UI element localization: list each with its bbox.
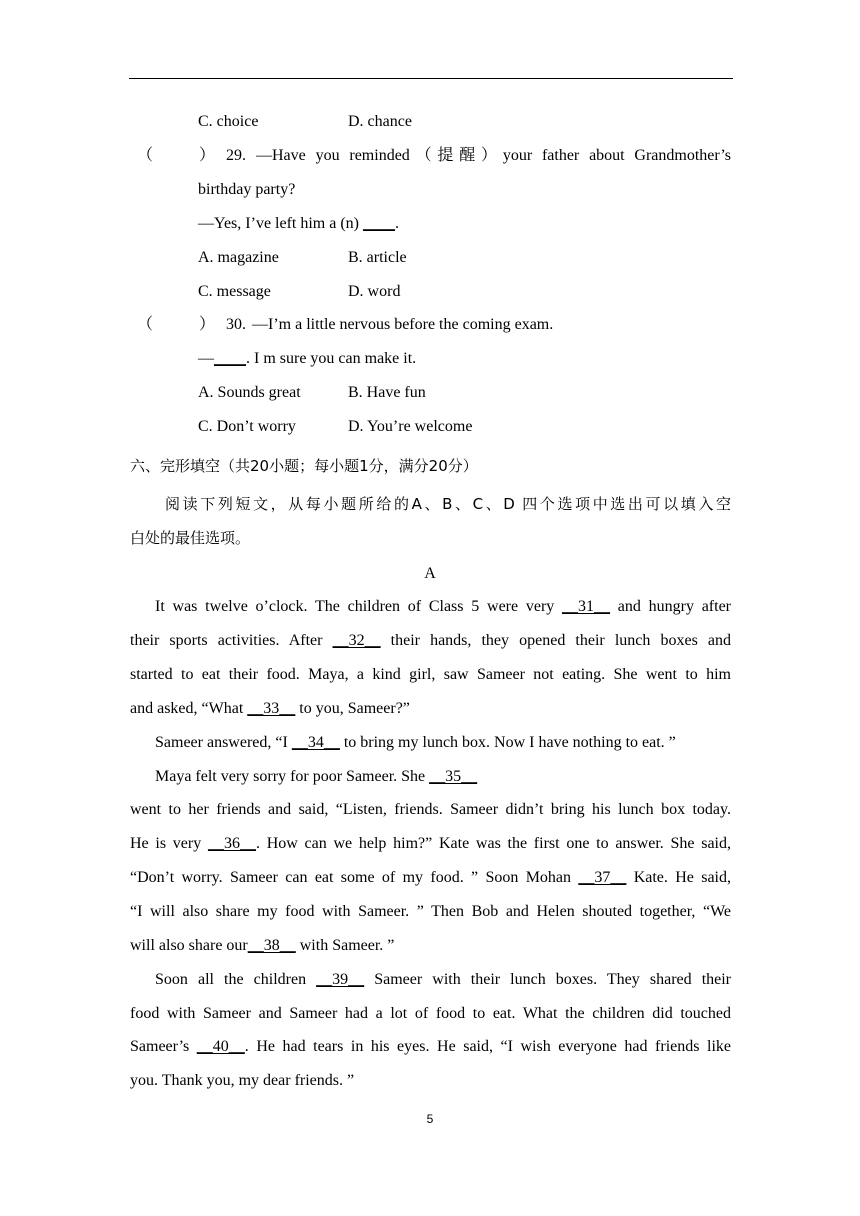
q29-answer-paren-open: （ xyxy=(137,147,154,164)
passage-text: to bring my lunch box. Now I have nothing to eat. ” xyxy=(339,734,676,751)
passage-text: and asked, “What xyxy=(130,700,248,717)
passage-text: Sameer’s xyxy=(130,1038,197,1055)
q30-answer-pre: — xyxy=(198,350,214,367)
q30-answer-paren-close: ） xyxy=(199,316,216,333)
q29-option-a: A. magazine xyxy=(198,249,279,266)
blank-38: __38__ xyxy=(247,937,296,954)
passage-line-12 xyxy=(155,970,731,990)
passage-line-7: went to her friends and said, “Listen, friends. Sameer didn’t bring his lunch box today. xyxy=(130,801,731,818)
section-title: 六、完形填空 xyxy=(130,457,221,475)
passage-text: Soon all the children xyxy=(155,971,317,988)
q29-answer-paren-close: ） xyxy=(199,147,216,164)
header-rule xyxy=(129,78,733,79)
passage-line-2 xyxy=(130,631,731,651)
q30-option-c: C. Don’t worry xyxy=(198,418,296,435)
q29-answer-post: . xyxy=(395,215,400,232)
section-heading xyxy=(130,456,478,476)
passage-line-11 xyxy=(130,936,394,956)
blank-35: __35__ xyxy=(429,768,478,785)
q30-option-a: A. Sounds great xyxy=(198,384,301,401)
section-instruction-line2: 白处的最佳选项。 xyxy=(130,529,251,547)
q29-option-b: B. article xyxy=(348,249,407,266)
passage-text: Maya felt very sorry for poor Sameer. She xyxy=(155,768,430,785)
q28-option-c: C. choice xyxy=(198,113,259,130)
q30-number: 30. xyxy=(226,316,246,333)
passage-text: their hands, they opened their lunch boxes and xyxy=(380,632,731,649)
q30-answer-post: . I m sure you can make it. xyxy=(246,350,417,367)
q30-answer-line xyxy=(198,349,416,369)
q30-stem: —I’m a little nervous before the coming exam. xyxy=(252,316,554,333)
passage-text: . He had tears in his eyes. He said, “I wish everyone had friends like xyxy=(244,1038,731,1055)
passage-line-13: food with Sameer and Sameer had a lot of food to eat. What the children did touched xyxy=(130,1005,731,1022)
section-instruction-line1: 阅读下列短文，从每小题所给的A、B、C、D 四个选项中选出可以填入空 xyxy=(165,495,731,513)
passage-text: Sameer answered, “I xyxy=(155,734,292,751)
passage-line-14 xyxy=(130,1037,731,1057)
section-score-note: （共20小题；每小题1分，满分20分） xyxy=(220,457,478,475)
q29-answer-line xyxy=(198,214,399,234)
blank-39: __39__ xyxy=(316,971,365,988)
page-number: 5 xyxy=(426,1112,434,1126)
passage-text: to you, Sameer?” xyxy=(295,700,410,717)
passage-text: Kate. He said, xyxy=(626,869,731,886)
passage-line-15: you. Thank you, my dear friends. ” xyxy=(130,1072,355,1089)
q28-option-d: D. chance xyxy=(348,113,412,130)
q29-stem-line2: birthday party? xyxy=(198,181,296,198)
passage-label: A xyxy=(424,565,436,582)
blank-40: __40__ xyxy=(196,1038,245,1055)
blank-32: __32__ xyxy=(332,632,381,649)
q29-option-d: D. word xyxy=(348,283,401,300)
q30-blank: ____ xyxy=(214,350,246,367)
passage-text: with Sameer. ” xyxy=(295,937,395,954)
passage-text: “Don’t worry. Sameer can eat some of my food. ” Soon Mohan xyxy=(130,869,579,886)
passage-text: . How can we help him?” Kate was the first one to answer. She said, xyxy=(255,835,731,852)
passage-line-10: “I will also share my food with Sameer. ” Then Bob and Helen shouted together, “We xyxy=(130,903,731,920)
q30-option-b: B. Have fun xyxy=(348,384,426,401)
passage-line-8 xyxy=(130,834,731,854)
blank-33: __33__ xyxy=(247,700,296,717)
passage-text: and hungry after xyxy=(610,598,731,615)
passage-line-6 xyxy=(155,767,477,787)
q29-blank: ____ xyxy=(363,215,396,232)
blank-34: __34__ xyxy=(291,734,340,751)
blank-37: __37__ xyxy=(578,869,627,886)
passage-line-1 xyxy=(155,597,731,617)
passage-text: will also share our xyxy=(130,937,248,954)
passage-line-9 xyxy=(130,868,731,888)
q29-stem-line1: —Have you reminded（提醒）your father about Grandmother’s xyxy=(256,147,731,164)
passage-line-3: started to eat their food. Maya, a kind girl, saw Sameer not eating. She went to him xyxy=(130,666,731,683)
q29-answer-pre: —Yes, I’ve left him a (n) xyxy=(198,215,364,232)
q30-answer-paren-open: （ xyxy=(137,316,154,333)
q29-option-c: C. message xyxy=(198,283,271,300)
blank-31: __31__ xyxy=(562,598,611,615)
blank-36: __36__ xyxy=(207,835,256,852)
passage-text: their sports activities. After xyxy=(130,632,333,649)
passage-line-5 xyxy=(155,733,676,753)
passage-text: Sameer with their lunch boxes. They shared their xyxy=(364,971,731,988)
q29-number: 29. xyxy=(226,147,246,164)
passage-line-4 xyxy=(130,699,410,719)
q30-option-d: D. You’re welcome xyxy=(348,418,473,435)
passage-text: It was twelve o’clock. The children of Class 5 were very xyxy=(155,598,563,615)
passage-text: He is very xyxy=(130,835,208,852)
